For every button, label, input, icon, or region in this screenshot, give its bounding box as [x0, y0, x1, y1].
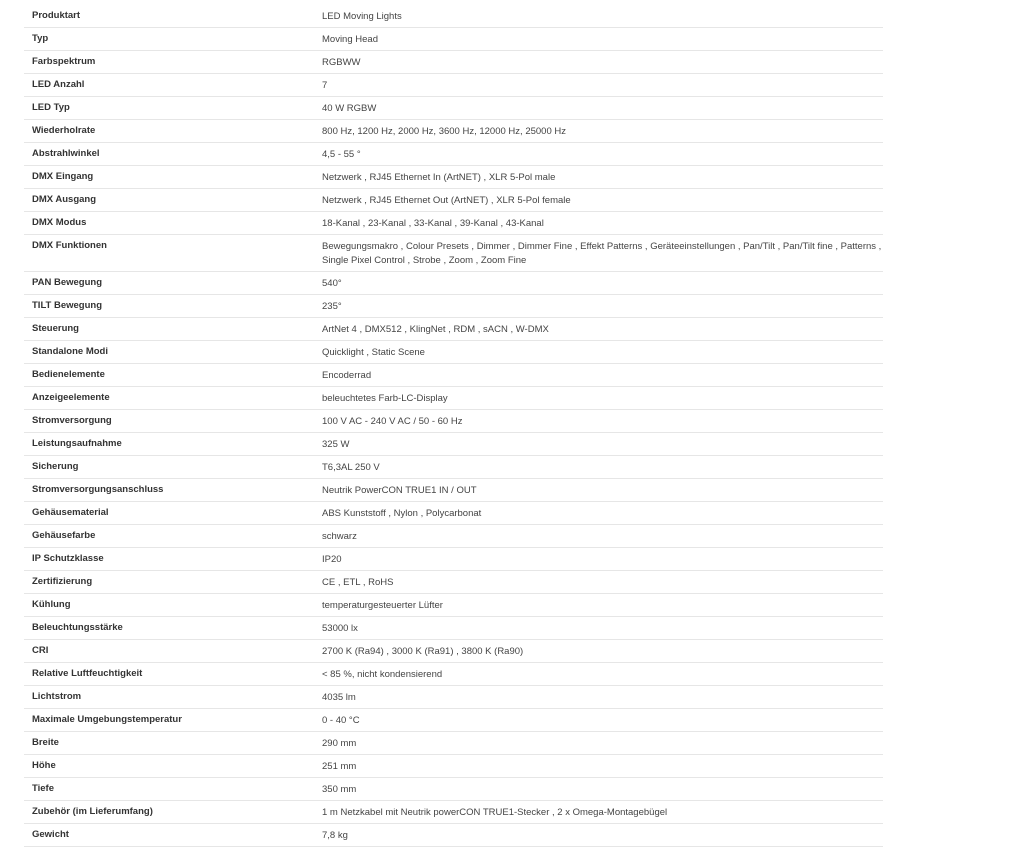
- spec-row: [24, 189, 883, 212]
- spec-row: [24, 617, 883, 640]
- spec-value: 7,8 kg: [322, 830, 348, 841]
- spec-label: Sicherung: [32, 461, 79, 472]
- spec-value: 235°: [322, 301, 342, 312]
- spec-row: [24, 686, 883, 709]
- spec-label: Kühlung: [32, 599, 71, 610]
- spec-row: [24, 28, 883, 51]
- spec-value: LED Moving Lights: [322, 11, 402, 22]
- spec-value: 1 m Netzkabel mit Neutrik powerCON TRUE1-Stecker , 2 x Omega-Montagebügel: [322, 807, 668, 818]
- spec-row: [24, 272, 883, 295]
- spec-label: TILT Bewegung: [32, 300, 103, 311]
- spec-value: ABS Kunststoff , Nylon , Polycarbonat: [322, 508, 482, 519]
- spec-row: [24, 778, 883, 801]
- spec-value: 0 - 40 °C: [322, 715, 360, 726]
- spec-label: DMX Funktionen: [32, 240, 107, 251]
- spec-label: Wiederholrate: [32, 125, 96, 136]
- spec-value: ArtNet 4 , DMX512 , KlingNet , RDM , sACN , W-DMX: [322, 324, 549, 335]
- spec-label: Stromversorgung: [32, 415, 112, 426]
- spec-row: [24, 479, 883, 502]
- spec-value: 540°: [322, 278, 342, 289]
- spec-row: [24, 502, 883, 525]
- spec-label: DMX Ausgang: [32, 194, 97, 205]
- spec-row: [24, 212, 883, 235]
- spec-label: CRI: [32, 645, 49, 656]
- spec-row: [24, 143, 883, 166]
- spec-row: [24, 120, 883, 143]
- spec-value: 251 mm: [322, 761, 357, 772]
- spec-row: [24, 295, 883, 318]
- spec-label: Abstrahlwinkel: [32, 148, 100, 159]
- spec-row: [24, 433, 883, 456]
- spec-row: [24, 5, 883, 28]
- spec-value: 4035 lm: [322, 692, 356, 703]
- spec-value: Netzwerk , RJ45 Ethernet In (ArtNET) , XLR 5-Pol male: [322, 172, 556, 183]
- spec-value: < 85 %, nicht kondensierend: [322, 669, 443, 680]
- spec-label: Höhe: [32, 760, 56, 771]
- spec-row: [24, 801, 883, 824]
- spec-value: 100 V AC - 240 V AC / 50 - 60 Hz: [322, 416, 463, 427]
- spec-value: 290 mm: [322, 738, 357, 749]
- spec-row: [24, 571, 883, 594]
- spec-label: Leistungsaufnahme: [32, 438, 122, 449]
- spec-label: Beleuchtungsstärke: [32, 622, 123, 633]
- spec-row: [24, 594, 883, 617]
- spec-label: Bedienelemente: [32, 369, 105, 380]
- spec-value: T6,3AL 250 V: [322, 462, 380, 473]
- spec-row: [24, 456, 883, 479]
- spec-row: [24, 824, 883, 847]
- spec-label: IP Schutzklasse: [32, 553, 104, 564]
- spec-value: Neutrik PowerCON TRUE1 IN / OUT: [322, 485, 477, 496]
- spec-label: Tiefe: [32, 783, 55, 794]
- spec-value: Quicklight , Static Scene: [322, 347, 425, 358]
- spec-label: Standalone Modi: [32, 346, 108, 357]
- spec-value: 800 Hz, 1200 Hz, 2000 Hz, 3600 Hz, 12000 Hz, 25000 Hz: [322, 126, 566, 137]
- spec-row: [24, 640, 883, 663]
- spec-row: [24, 548, 883, 571]
- spec-row: [24, 663, 883, 686]
- spec-label: Farbspektrum: [32, 56, 96, 67]
- spec-row: [24, 341, 883, 364]
- spec-label: Steuerung: [32, 323, 79, 334]
- spec-value: 40 W RGBW: [322, 103, 377, 114]
- spec-label: LED Typ: [32, 102, 70, 113]
- spec-label: DMX Eingang: [32, 171, 94, 182]
- spec-label: Gehäusefarbe: [32, 530, 96, 541]
- spec-label: Maximale Umgebungstemperatur: [32, 714, 182, 725]
- spec-row: [24, 235, 883, 272]
- spec-label: Anzeigeelemente: [32, 392, 110, 403]
- spec-row: [24, 755, 883, 778]
- spec-row: [24, 318, 883, 341]
- spec-label: Produktart: [32, 10, 81, 21]
- spec-row: [24, 166, 883, 189]
- spec-row: [24, 732, 883, 755]
- spec-label: Zubehör (im Lieferumfang): [32, 806, 153, 817]
- spec-value: 350 mm: [322, 784, 357, 795]
- spec-label: Stromversorgungsanschluss: [32, 484, 164, 495]
- spec-row: [24, 74, 883, 97]
- spec-value: beleuchtetes Farb-LC-Display: [322, 393, 448, 404]
- spec-row: [24, 709, 883, 732]
- spec-value: temperaturgesteuerter Lüfter: [322, 600, 443, 611]
- spec-value: 2700 K (Ra94) , 3000 K (Ra91) , 3800 K (Ra90): [322, 646, 524, 657]
- spec-label: DMX Modus: [32, 217, 87, 228]
- spec-value: 18-Kanal , 23-Kanal , 33-Kanal , 39-Kanal , 43-Kanal: [322, 218, 544, 229]
- spec-table: [24, 5, 883, 847]
- spec-row: [24, 97, 883, 120]
- spec-label: Gewicht: [32, 829, 69, 840]
- spec-value: schwarz: [322, 531, 357, 542]
- spec-value: Moving Head: [322, 34, 378, 45]
- spec-row: [24, 387, 883, 410]
- spec-row: [24, 410, 883, 433]
- spec-label: Zertifizierung: [32, 576, 93, 587]
- spec-row: [24, 525, 883, 548]
- spec-label: Gehäusematerial: [32, 507, 109, 518]
- spec-label: Relative Luftfeuchtigkeit: [32, 668, 143, 679]
- spec-value: Encoderrad: [322, 370, 372, 381]
- spec-value: 53000 lx: [322, 623, 358, 634]
- spec-row: [24, 364, 883, 387]
- spec-value: CE , ETL , RoHS: [322, 577, 394, 588]
- spec-label: Typ: [32, 33, 49, 44]
- spec-label: PAN Bewegung: [32, 277, 103, 288]
- spec-value: Bewegungsmakro , Colour Presets , Dimmer , Dimmer Fine , Effekt Patterns , Geräteeinstellungen , Pan/Tilt , Pan/Tilt fine , Patterns , Single Pixel Control , Strobe , Zoom , Zoom Fine: [322, 241, 882, 266]
- spec-label: Breite: [32, 737, 59, 748]
- spec-value: 4,5 - 55 °: [322, 149, 361, 160]
- spec-value: RGBWW: [322, 57, 361, 68]
- spec-value: IP20: [322, 554, 342, 565]
- spec-row: [24, 51, 883, 74]
- spec-label: Lichtstrom: [32, 691, 82, 702]
- spec-value: 7: [322, 80, 328, 91]
- spec-label: LED Anzahl: [32, 79, 85, 90]
- spec-value: Netzwerk , RJ45 Ethernet Out (ArtNET) , XLR 5-Pol female: [322, 195, 571, 206]
- spec-value: 325 W: [322, 439, 350, 450]
